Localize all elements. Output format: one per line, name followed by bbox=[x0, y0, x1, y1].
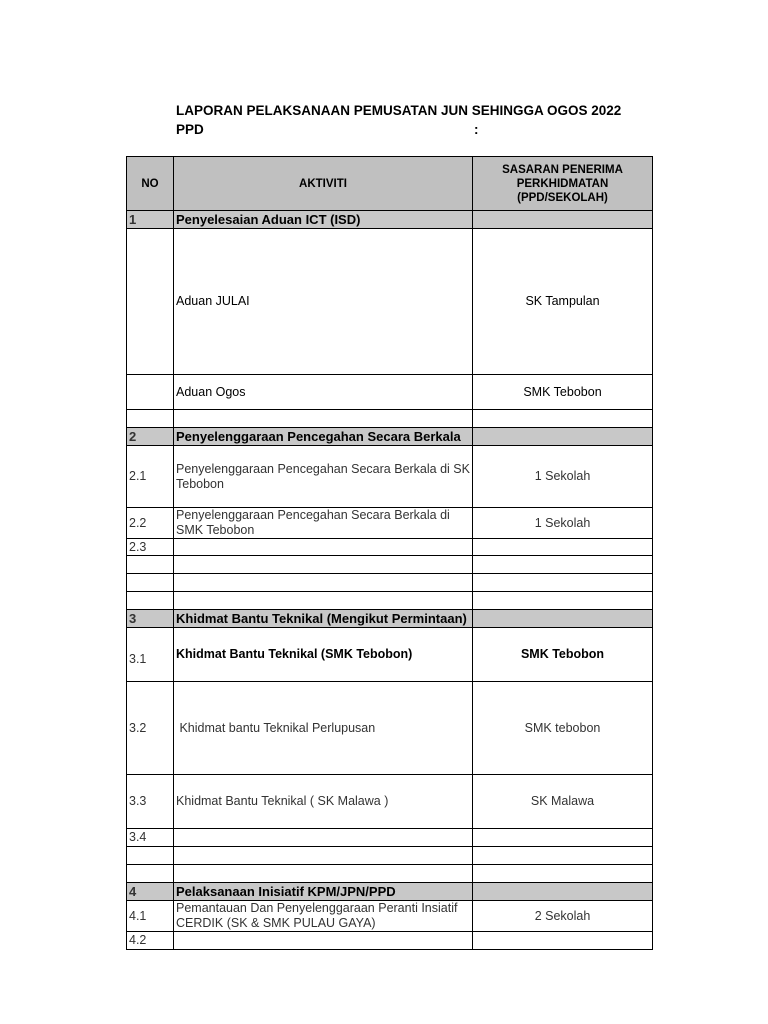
row-number bbox=[127, 556, 174, 574]
row-number: 4.2 bbox=[127, 932, 174, 950]
row-target: SMK Tebobon bbox=[473, 375, 653, 410]
row-target: 2 Sekolah bbox=[473, 901, 653, 932]
section-title: Khidmat Bantu Teknikal (Mengikut Permintaan) bbox=[174, 610, 473, 628]
section-title: Pelaksanaan Inisiatif KPM/JPN/PPD bbox=[174, 883, 473, 901]
row-target: SMK tebobon bbox=[473, 682, 653, 775]
row-activity: Aduan Ogos bbox=[174, 375, 473, 410]
row-activity bbox=[174, 574, 473, 592]
report-table bbox=[126, 156, 653, 950]
row-target: 1 Sekolah bbox=[473, 508, 653, 539]
row-target bbox=[473, 847, 653, 865]
row-number: 4.1 bbox=[127, 901, 174, 932]
table-row bbox=[127, 932, 653, 950]
row-target bbox=[473, 574, 653, 592]
section-title: Penyelenggaraan Pencegahan Secara Berkala bbox=[174, 428, 473, 446]
column-header-activity: AKTIVITI bbox=[174, 157, 473, 211]
table-row bbox=[127, 508, 653, 539]
section-target-cell bbox=[473, 610, 653, 628]
row-activity: Pemantauan Dan Penyelenggaraan Peranti Insiatif CERDIK (SK & SMK PULAU GAYA) bbox=[174, 901, 473, 932]
table-row bbox=[127, 865, 653, 883]
row-activity bbox=[174, 539, 473, 556]
row-activity: Penyelenggaraan Pencegahan Secara Berkala di SMK Tebobon bbox=[174, 508, 473, 539]
row-activity: Khidmat Bantu Teknikal (SMK Tebobon) bbox=[174, 628, 473, 682]
row-activity: Aduan JULAI bbox=[174, 229, 473, 375]
section-target-cell bbox=[473, 211, 653, 229]
row-activity bbox=[174, 410, 473, 428]
row-activity: Khidmat Bantu Teknikal ( SK Malawa ) bbox=[174, 775, 473, 829]
row-number bbox=[127, 375, 174, 410]
row-number: 3.1 bbox=[127, 628, 174, 682]
table-row bbox=[127, 574, 653, 592]
section-number: 4 bbox=[127, 883, 174, 901]
row-number bbox=[127, 847, 174, 865]
section-number: 1 bbox=[127, 211, 174, 229]
row-target bbox=[473, 829, 653, 847]
section-number: 2 bbox=[127, 428, 174, 446]
report-title: LAPORAN PELAKSANAAN PEMUSATAN JUN SEHINGGA OGOS 2022 bbox=[176, 103, 622, 118]
row-activity bbox=[174, 932, 473, 950]
table-row bbox=[127, 628, 653, 682]
table-row bbox=[127, 775, 653, 829]
table-row bbox=[127, 847, 653, 865]
row-target: SK Malawa bbox=[473, 775, 653, 829]
ppd-line bbox=[176, 121, 486, 139]
table-row bbox=[127, 446, 653, 508]
row-target bbox=[473, 932, 653, 950]
row-target bbox=[473, 556, 653, 574]
table-row bbox=[127, 229, 653, 375]
section-number: 3 bbox=[127, 610, 174, 628]
row-activity bbox=[174, 865, 473, 883]
row-number: 3.4 bbox=[127, 829, 174, 847]
row-number bbox=[127, 592, 174, 610]
table-row bbox=[127, 682, 653, 775]
row-number: 3.3 bbox=[127, 775, 174, 829]
row-target: 1 Sekolah bbox=[473, 446, 653, 508]
section-row bbox=[127, 883, 653, 901]
table-row bbox=[127, 901, 653, 932]
table-row bbox=[127, 410, 653, 428]
row-number bbox=[127, 410, 174, 428]
row-target: SMK Tebobon bbox=[473, 628, 653, 682]
row-number: 2.1 bbox=[127, 446, 174, 508]
section-target-cell bbox=[473, 883, 653, 901]
table-row bbox=[127, 829, 653, 847]
table-header-row bbox=[127, 157, 653, 211]
row-activity bbox=[174, 829, 473, 847]
row-target bbox=[473, 410, 653, 428]
section-target-cell bbox=[473, 428, 653, 446]
section-row bbox=[127, 428, 653, 446]
row-activity bbox=[174, 556, 473, 574]
row-target bbox=[473, 865, 653, 883]
section-title: Penyelesaian Aduan ICT (ISD) bbox=[174, 211, 473, 229]
section-row bbox=[127, 610, 653, 628]
row-number: 2.2 bbox=[127, 508, 174, 539]
ppd-label: PPD bbox=[176, 122, 204, 137]
table-row bbox=[127, 592, 653, 610]
row-target bbox=[473, 539, 653, 556]
table-row bbox=[127, 556, 653, 574]
row-activity: Penyelenggaraan Pencegahan Secara Berkala di SK Tebobon bbox=[174, 446, 473, 508]
row-number: 3.2 bbox=[127, 682, 174, 775]
row-target: SK Tampulan bbox=[473, 229, 653, 375]
ppd-colon: : bbox=[474, 122, 479, 137]
table-row bbox=[127, 539, 653, 556]
row-number bbox=[127, 574, 174, 592]
column-header-target: SASARAN PENERIMA PERKHIDMATAN (PPD/SEKOLAH) bbox=[473, 157, 653, 211]
row-number bbox=[127, 229, 174, 375]
row-number bbox=[127, 865, 174, 883]
row-activity bbox=[174, 847, 473, 865]
row-number: 2.3 bbox=[127, 539, 174, 556]
table-row bbox=[127, 375, 653, 410]
section-row bbox=[127, 211, 653, 229]
row-activity: Khidmat bantu Teknikal Perlupusan bbox=[174, 682, 473, 775]
row-target bbox=[473, 592, 653, 610]
column-header-no: NO bbox=[127, 157, 174, 211]
row-activity bbox=[174, 592, 473, 610]
